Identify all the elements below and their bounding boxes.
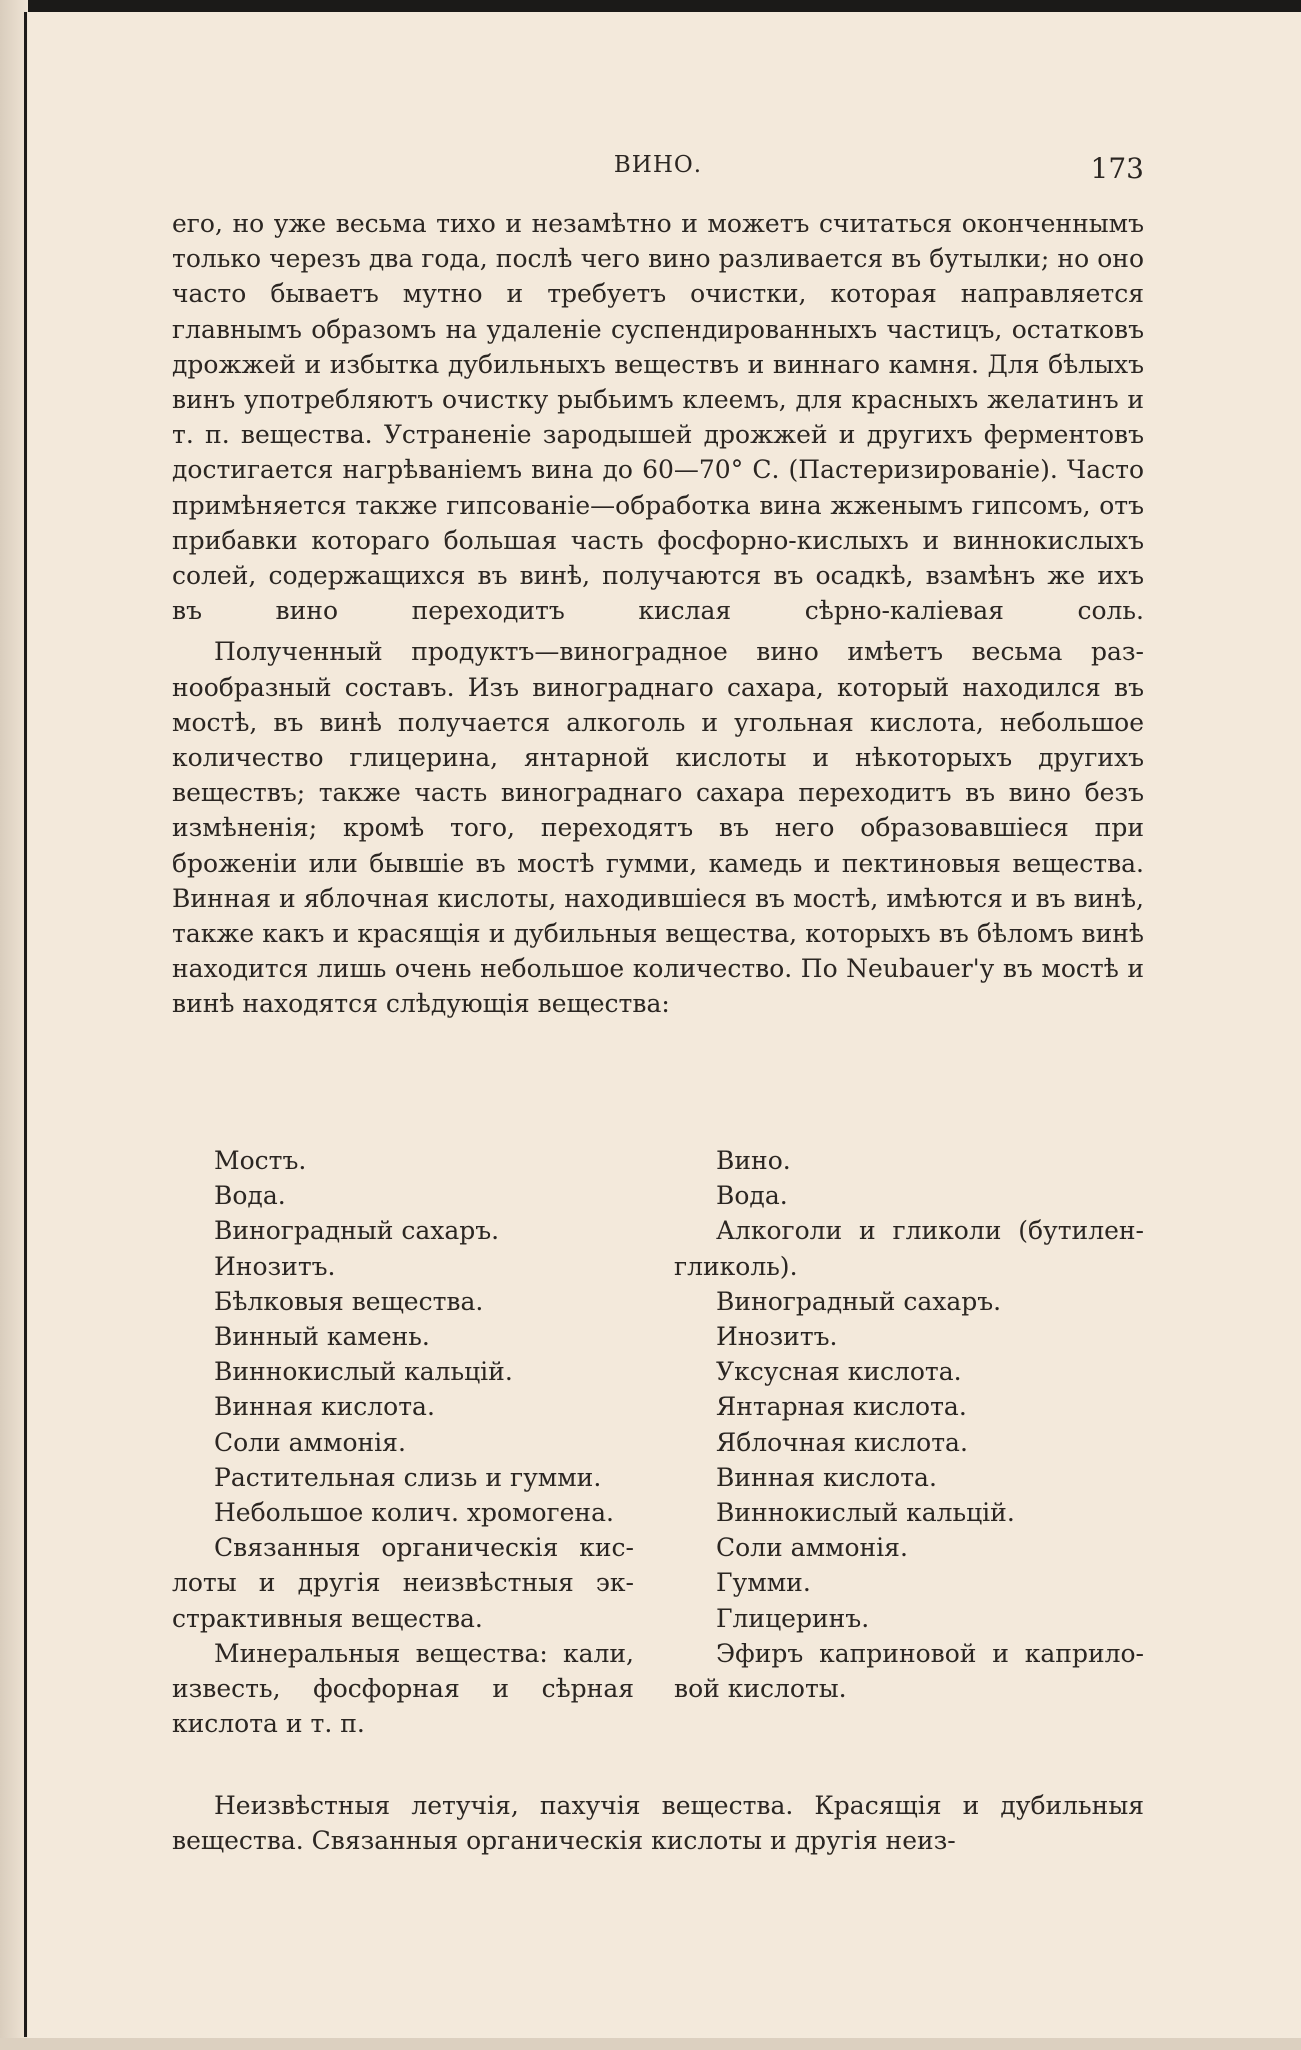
running-head [172, 152, 1144, 192]
list-item: Бѣлковыя вещества. [214, 1286, 484, 1316]
list-item: Инозитъ. [716, 1322, 838, 1352]
list-item: Соли аммонія. [716, 1533, 908, 1563]
list-item: Вода. [716, 1181, 788, 1211]
list-item: Винная кислота. [716, 1462, 937, 1492]
paragraph: Неизвѣстныя летучія, пахучія вещества. Красящія и дубильныя вещества. Связанныя органическія кислоты и другія неиз- [172, 1791, 1144, 1856]
list-item: Винная кислота. [214, 1392, 435, 1422]
page-number: 173 [1090, 152, 1144, 185]
list-item: Мостъ. [214, 1146, 307, 1175]
list-item: Гумми. [716, 1568, 811, 1598]
list-item: Вино. [716, 1146, 791, 1175]
must-column [172, 1143, 634, 1741]
list-item: Вода. [214, 1181, 286, 1211]
list-item: Эфиръ каприновой и каприло- [716, 1638, 1144, 1668]
list-item: Глицеринъ. [716, 1603, 870, 1633]
paragraph: его, но уже весьма тихо и незамѣтно и можетъ считаться оконченнымъ только черезъ два года, послѣ чего вино разливается въ бутылки; но оно часто бываетъ мутно и требуетъ очистки, которая направляется главнымъ образомъ на удаленіе суспендированныхъ частицъ, остатковъ дрожжей и избытка дубильныхъ веществъ и виннаго камня. Для бѣлыхъ винъ употребляютъ очистку рыбьимъ клеемъ, для красныхъ желатинъ и т. п. вещества. Устраненіе зародышей дрожжей и другихъ ферментовъ достигается нагрѣваніемъ вина до 60—70° С. (Пастеризированіе). Часто примѣняется также гипсованіе—обработка вина жженымъ гипсомъ, отъ прибавки котораго большая часть фосфорно-кислыхъ и виннокислыхъ солей, содержащихся въ винѣ, получаются въ осадкѣ, взамѣнъ же ихъ въ вино переходитъ кислая сѣрно-каліевая соль. [172, 209, 1144, 626]
scan-left-edge-line [24, 12, 27, 2037]
scan-bottom-edge [0, 2038, 1301, 2050]
list-item: Виноградный сахаръ. [716, 1286, 1002, 1316]
list-item: Виноградный сахаръ. [214, 1216, 500, 1246]
paragraph: Полученный продуктъ—виноградное вино имѣетъ весьма разнообразный составъ. Изъ винограднаго сахара, который находился въ мостѣ, въ винѣ получается алкоголь и угольная кислота, небольшое количество глицерина, янтарной кислоты и нѣкоторыхъ другихъ веществъ; также часть винограднаго сахара переходитъ въ вино безъ измѣненія; кромѣ того, переходятъ въ него образовавшіеся при броженіи или бывшіе въ мостѣ гумми, камедь и пектиновыя вещества. Винная и яблочная кислоты, находившіеся въ мостѣ, имѣются и въ винѣ, также какъ и красящія и дубильныя вещества, которыхъ въ бѣломъ винѣ находится лишь очень небольшое количество. По Neubauer'у въ мостѣ и винѣ находятся слѣдующія вещества: [172, 637, 1144, 1019]
list-item: Янтарная кислота. [716, 1392, 967, 1422]
list-item: Связанныя органическія кислоты и другія неизвѣстныя экстрактивныя вещества. [172, 1533, 634, 1633]
list-item: Уксусная кислота. [716, 1357, 962, 1387]
list-item: Виннокислый кальцій. [716, 1498, 1015, 1528]
list-item: Небольшое колич. хромогена. [214, 1498, 614, 1528]
list-item: Яблочная кислота. [716, 1427, 968, 1457]
running-title: ВИНО. [613, 152, 703, 178]
list-item: Растительная слизь и гумми. [214, 1462, 602, 1492]
list-item-continuation: гликоль). [674, 1251, 798, 1281]
list-item: Соли аммонія. [214, 1427, 406, 1457]
list-item: Виннокислый кальцій. [214, 1357, 513, 1387]
wine-column [674, 1143, 1144, 1706]
list-item-continuation: вой кислоты. [674, 1674, 847, 1704]
scan-top-edge [0, 0, 1301, 12]
list-item: Алкоголи и гликоли (бутилен- [716, 1216, 1144, 1246]
list-item: Винный камень. [214, 1322, 430, 1352]
list-item: Минеральныя вещества: кали, известь, фосфорная и сѣрная кислота и т. п. [172, 1638, 634, 1739]
list-item: Инозитъ. [214, 1251, 336, 1281]
body-text [172, 206, 1144, 1022]
